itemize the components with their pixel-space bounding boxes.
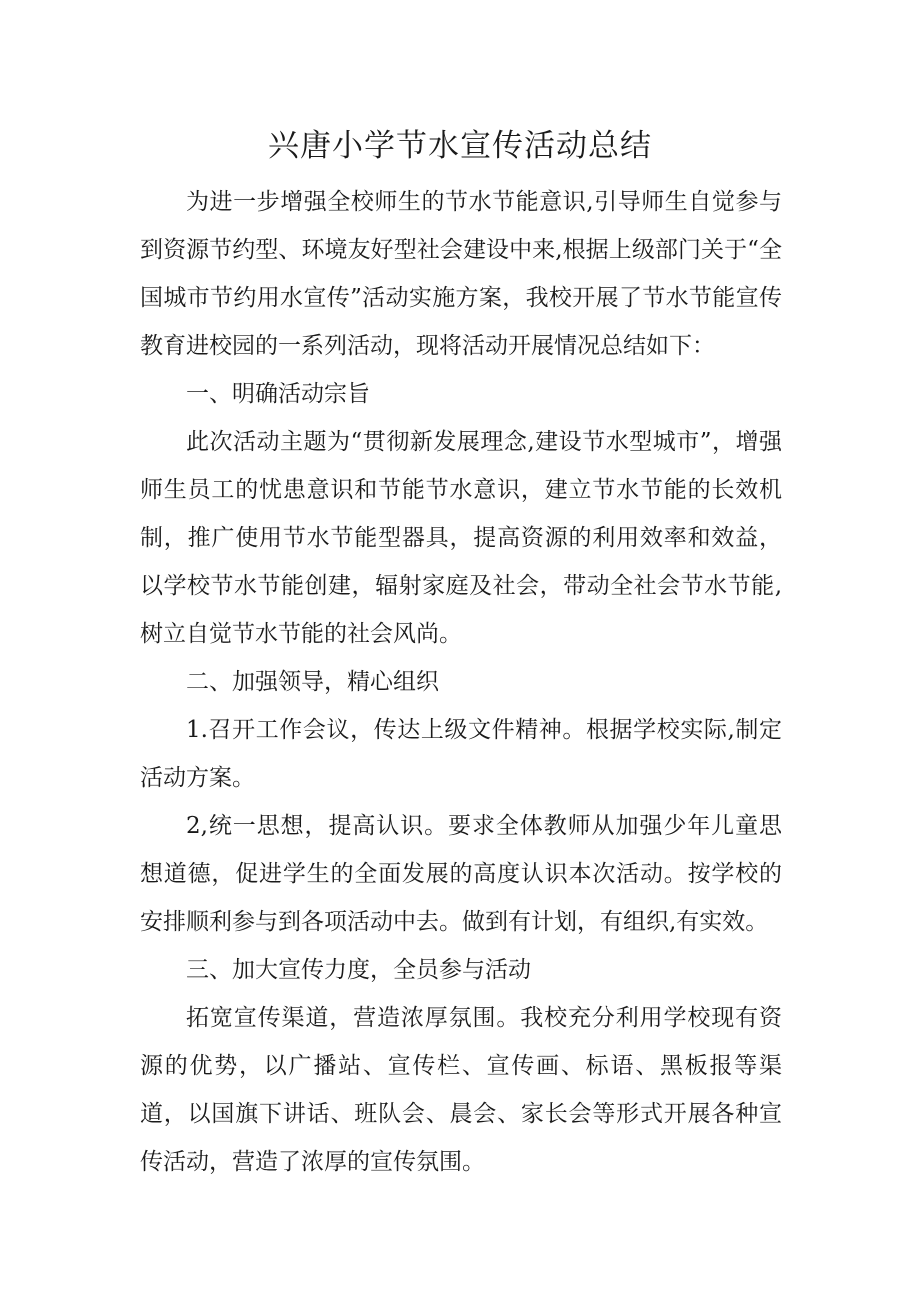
- section-2-item-2: 2,统一思想，提高认识。要求全体教师从加强少年儿童思想道德，促进学生的全面发展的高度认识本次活动。按学校的安排顺利参与到各项活动中去。做到有计划，有组织,有实效。: [140, 813, 782, 935]
- section-1-paragraph: 此次活动主题为“贯彻新发展理念,建设节水型城市”，增强师生员工的忧患意识和节能节水意识，建立节水节能的长效机制，推广使用节水节能型器具，提高资源的利用效率和效益，以学校节水节能创建，辐射家庭及社会，带动全社会节水节能,树立自觉节水节能的社会风尚。: [140, 429, 782, 647]
- section-heading-3: 三、加大宣传力度，全员参与活动: [186, 957, 531, 983]
- document-body: [140, 178, 782, 1186]
- section-2-item-1: 1.召开工作会议，传达上级文件精神。根据学校实际,制定活动方案。: [140, 717, 782, 791]
- section-3-paragraph: 拓宽宣传渠道，营造浓厚氛围。我校充分利用学校现有资源的优势，以广播站、宣传栏、宣传画、标语、黑板报等渠道，以国旗下讲话、班队会、晨会、家长会等形式开展各种宣传活动，营造了浓厚的宣传氛围。: [140, 1005, 782, 1175]
- section-heading-2: 二、加强领导，精心组织: [186, 669, 439, 695]
- intro-paragraph: 为进一步增强全校师生的节水节能意识,引导师生自觉参与到资源节约型、环境友好型社会建设中来,根据上级部门关于“全国城市节约用水宣传”活动实施方案，我校开展了节水节能宣传教育进校园的一系列活动，现将活动开展情况总结如下：: [140, 189, 782, 359]
- document-title: 兴唐小学节水宣传活动总结: [268, 128, 652, 164]
- section-heading-1: 一、明确活动宗旨: [186, 381, 370, 407]
